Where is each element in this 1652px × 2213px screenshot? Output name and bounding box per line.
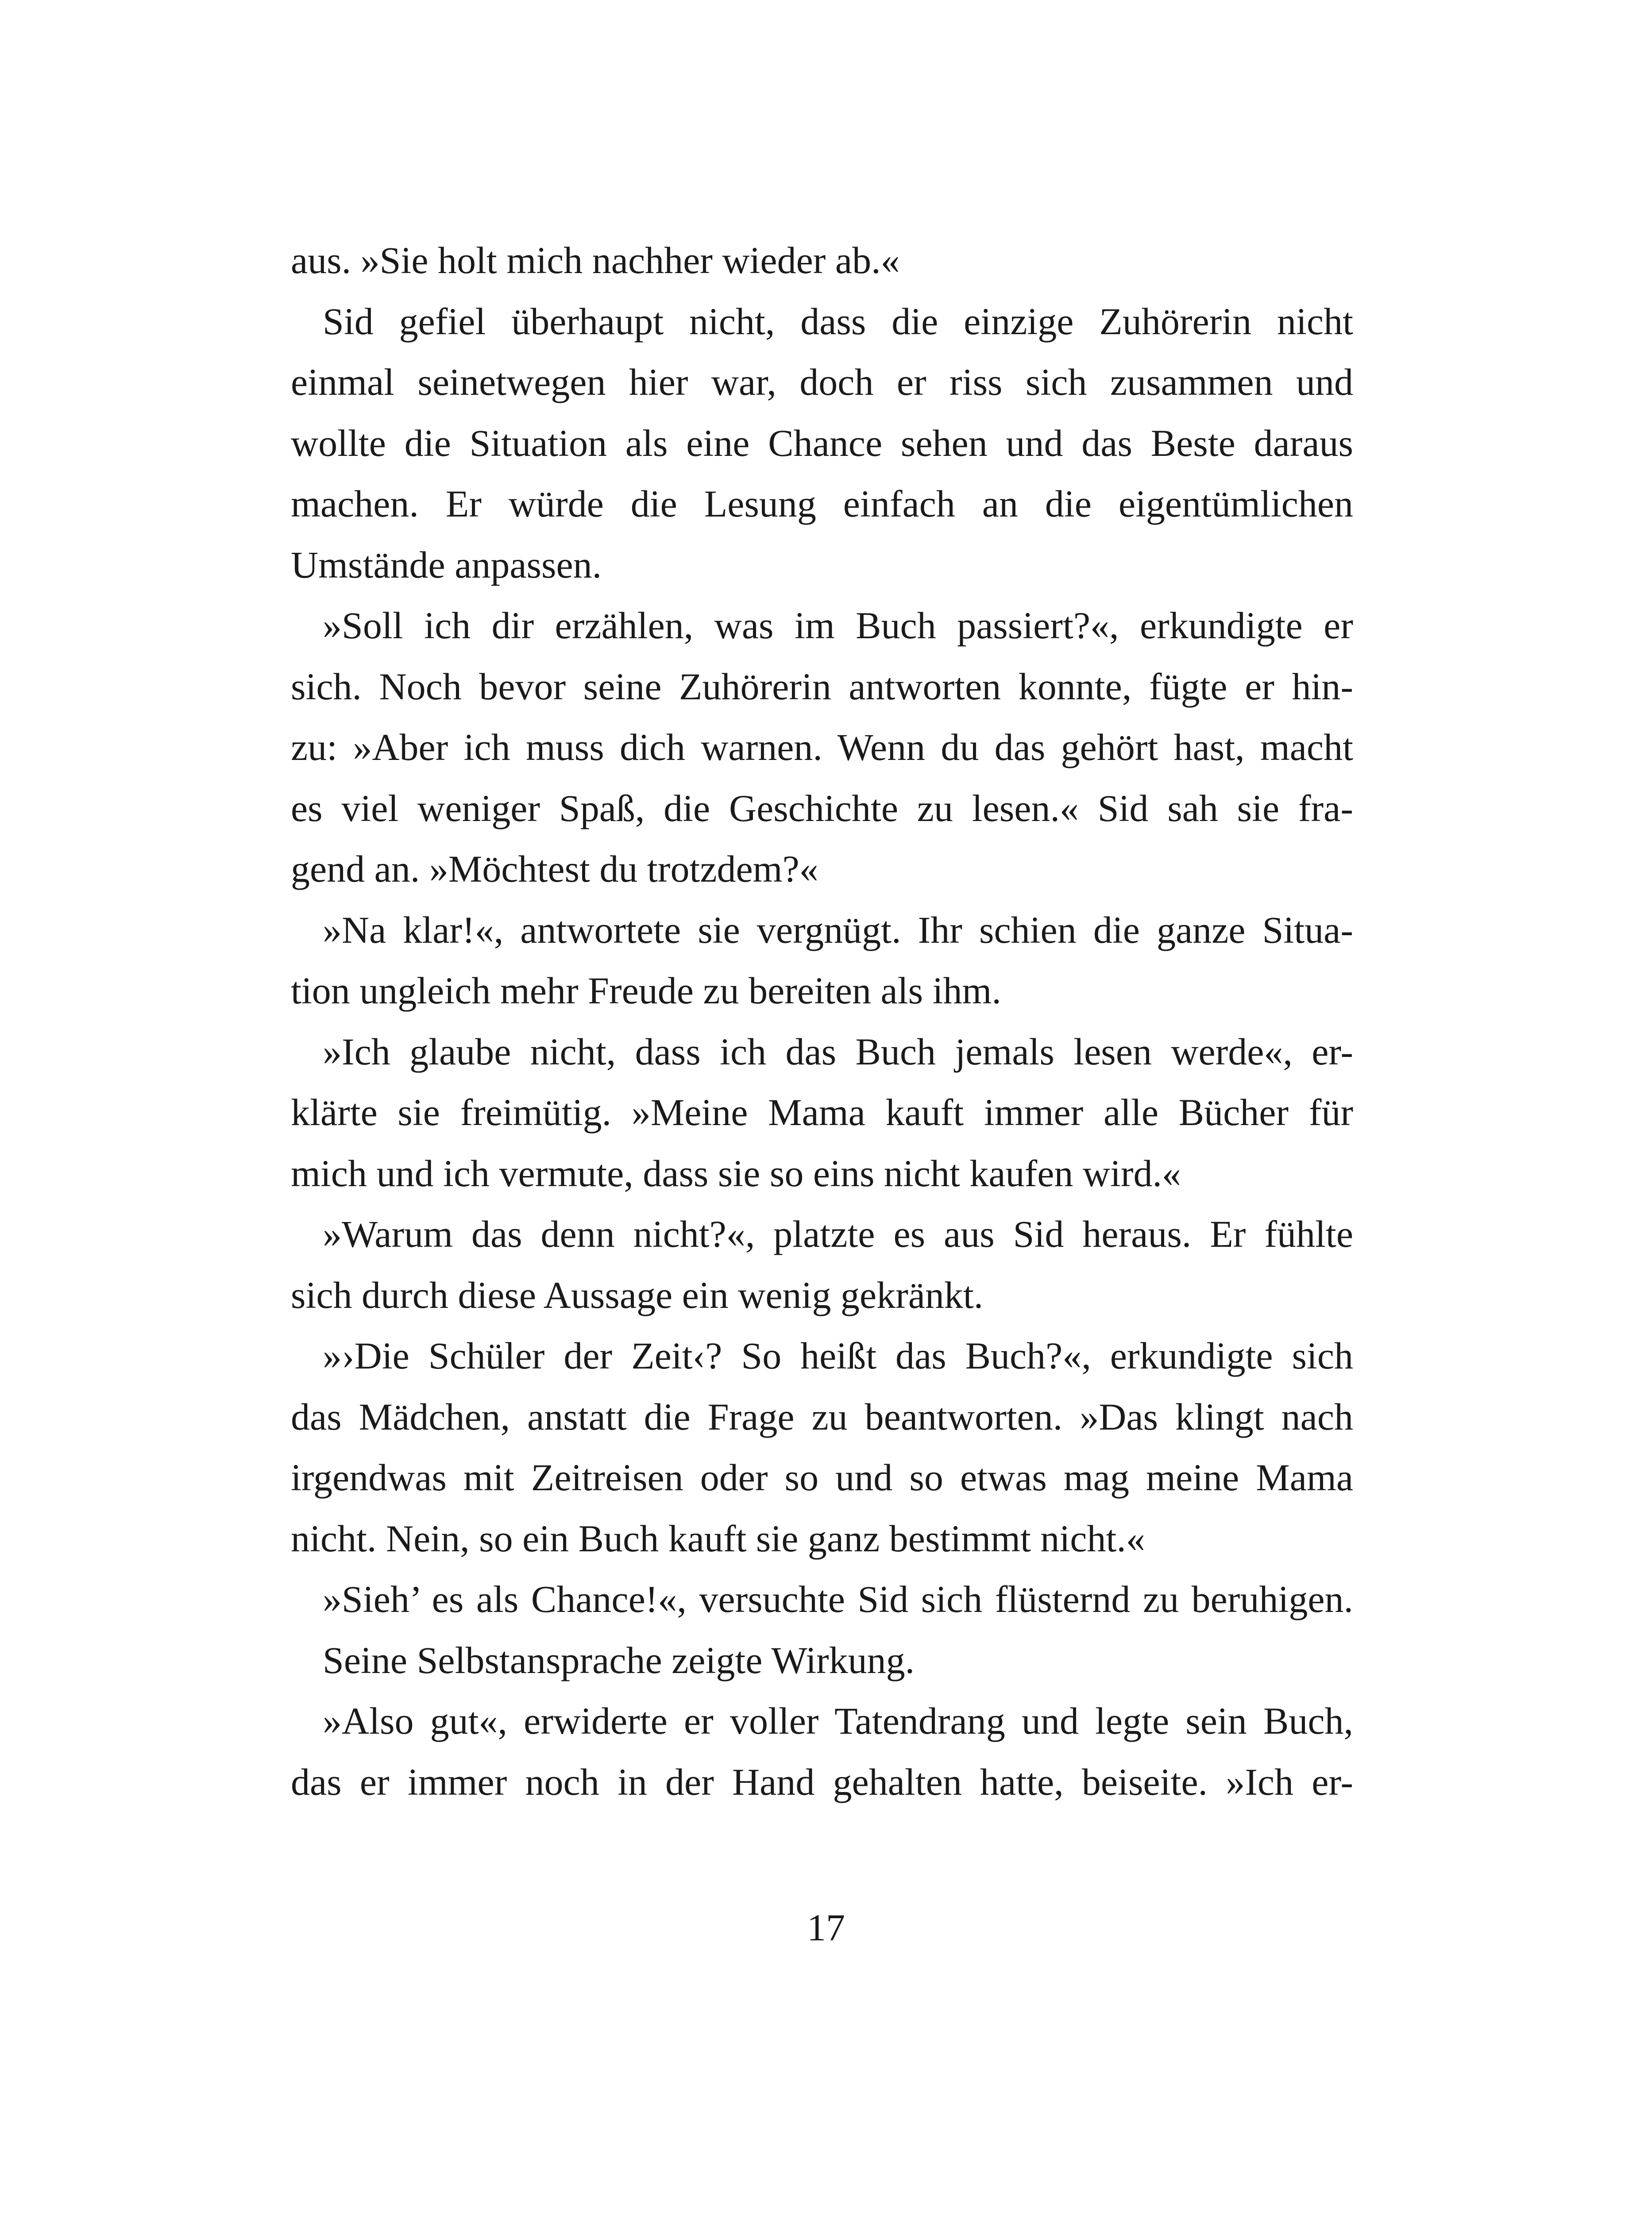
text-line: nicht. Nein, so ein Buch kauft sie ganz bestimmt nicht.« [291, 1517, 1145, 1560]
text-line: »Sieh’ es als Chance!«, versuchte Sid sich flüsternd zu beruhigen. [323, 1578, 1353, 1620]
text-line: gend an. »Möchtest du trotzdem?« [291, 848, 818, 890]
text-line: »›Die Schüler der Zeit‹? So heißt das Buch?«, erkundigte sich [323, 1334, 1353, 1377]
text-line: es viel weniger Spaß, die Geschichte zu lesen.« Sid sah sie fra- [291, 787, 1353, 829]
text-line: zu: »Aber ich muss dich warnen. Wenn du das gehört hast, macht [291, 726, 1353, 768]
text-line: Seine Selbstansprache zeigte Wirkung. [323, 1639, 915, 1681]
text-line: das er immer noch in der Hand gehalten hatte, beiseite. »Ich er- [291, 1760, 1353, 1803]
text-line: irgendwas mit Zeitreisen oder so und so etwas mag meine Mama [291, 1456, 1353, 1499]
text-line: »Warum das denn nicht?«, platzte es aus Sid heraus. Er fühlte [323, 1213, 1353, 1255]
text-line: einmal seinetwegen hier war, doch er riss sich zusammen und [291, 361, 1353, 403]
text-line: machen. Er würde die Lesung einfach an die eigentümlichen [291, 482, 1353, 525]
text-line: »Na klar!«, antwortete sie vergnügt. Ihr schien die ganze Situa- [323, 908, 1353, 951]
text-line: »Also gut«, erwiderte er voller Tatendrang und legte sein Buch, [323, 1700, 1353, 1742]
text-line: klärte sie freimütig. »Meine Mama kauft immer alle Bücher für [291, 1091, 1353, 1133]
text-line: aus. »Sie holt mich nachher wieder ab.« [291, 239, 900, 281]
text-line: Umstände anpassen. [291, 543, 602, 586]
text-line: »Soll ich dir erzählen, was im Buch passiert?«, erkundigte er [323, 604, 1353, 647]
text-line: tion ungleich mehr Freude zu bereiten als ihm. [291, 969, 1001, 1012]
text-line: Sid gefiel überhaupt nicht, dass die einzige Zuhörerin nicht [323, 300, 1353, 343]
body-text [291, 230, 1353, 1812]
page-number: 17 [807, 1906, 845, 1949]
text-line: sich. Noch bevor seine Zuhörerin antworten konnte, fügte er hin- [291, 665, 1353, 708]
text-line: wollte die Situation als eine Chance sehen und das Beste daraus [291, 421, 1353, 464]
text-line: mich und ich vermute, dass sie so eins nicht kaufen wird.« [291, 1152, 1181, 1195]
text-line: sich durch diese Aussage ein wenig gekränkt. [291, 1273, 984, 1316]
text-line: »Ich glaube nicht, dass ich das Buch jemals lesen werde«, er- [323, 1030, 1353, 1073]
text-line: das Mädchen, anstatt die Frage zu beantworten. »Das klingt nach [291, 1395, 1353, 1438]
